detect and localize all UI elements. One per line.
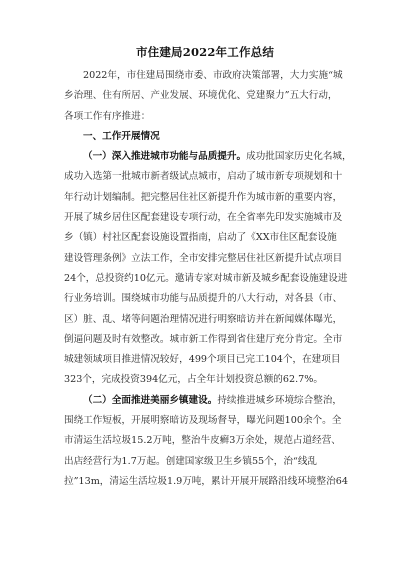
intro-line: 各项工作有序推进： — [64, 110, 151, 122]
paragraph-line: 乡（镇）村社区配套设施设置指南，启动了《XX市住区配套设施 — [64, 232, 337, 244]
intro-line: 2022年，市住建局围绕市委、市政府决策部署，大力实施“城 — [83, 70, 343, 81]
paragraph-line: 市清运生活垃圾15.2万吨，整治牛皮癣3万余处，规范占道经营、 — [64, 435, 341, 447]
section-heading: 一、工作开展情况 — [83, 130, 160, 142]
paragraph-line: 倒逼问题及时有效整改。城市新工作得到省住建厅充分肯定。全市 — [64, 333, 343, 345]
paragraph-line: 城建领域项目推进情况较好，499个项目已完工104个，在建项目 — [64, 354, 341, 366]
subsection-lead: （一）深入推进城市功能与品质提升。 — [83, 151, 247, 163]
paragraph-line: 出店经营行为1.7万起。创建国家级卫生乡镇55个，治“线乱 — [64, 455, 318, 467]
paragraph-line: 建设管理条例》立法工作，全市安排完整居住社区新提升试点项目 — [64, 252, 343, 264]
paragraph-line: 围绕工作短板，开展明察暗访及现场督导，曝光问题100余个。全 — [64, 415, 342, 427]
paragraph-line: 年行动计划编制。把完整居住社区新提升作为城市新的重要内容， — [64, 191, 343, 203]
document-body — [64, 66, 350, 492]
paragraph-line: 区）脏、乱、堵等问题治理情况进行明察暗访并在新闻媒体曝光， — [64, 313, 343, 325]
subsection-first-line — [64, 147, 350, 167]
paragraph-text: 成功批国家历史化名城， — [246, 151, 352, 163]
paragraph-text: 持续推进城乡环境综合整治， — [217, 394, 343, 406]
paragraph-line: 24个，总投资约10亿元。邀请专家对城市新及城乡配套设施建设进 — [64, 272, 348, 284]
intro-line: 乡治理、住有所居、产业发展、环境优化、党建聚力”五大行动， — [64, 90, 338, 102]
subsection-first-line — [64, 391, 350, 411]
paragraph-line: 成功入选第一批城市新者级试点城市，启动了城市新专项规划和十 — [64, 171, 343, 183]
paragraph-line: 开展了城乡居住区配套建设专项行动，在全省率先印发实施城市及 — [64, 212, 343, 224]
document-title: 市住建局2022年工作总结 — [135, 45, 275, 59]
subsection-lead: （二）全面推进美丽乡镇建设。 — [83, 394, 218, 406]
paragraph-line: 行业务培训。围绕城市功能与品质提升的八大行动，对各县（市、 — [64, 293, 343, 305]
paragraph-line: 323个，完成投资394亿元，占全年计划投资总额的62.7%。 — [64, 374, 323, 386]
paragraph-line: 拉”13m，清运生活垃圾1.9万吨，累计开展开展路沿线环境整治64 — [64, 475, 348, 487]
